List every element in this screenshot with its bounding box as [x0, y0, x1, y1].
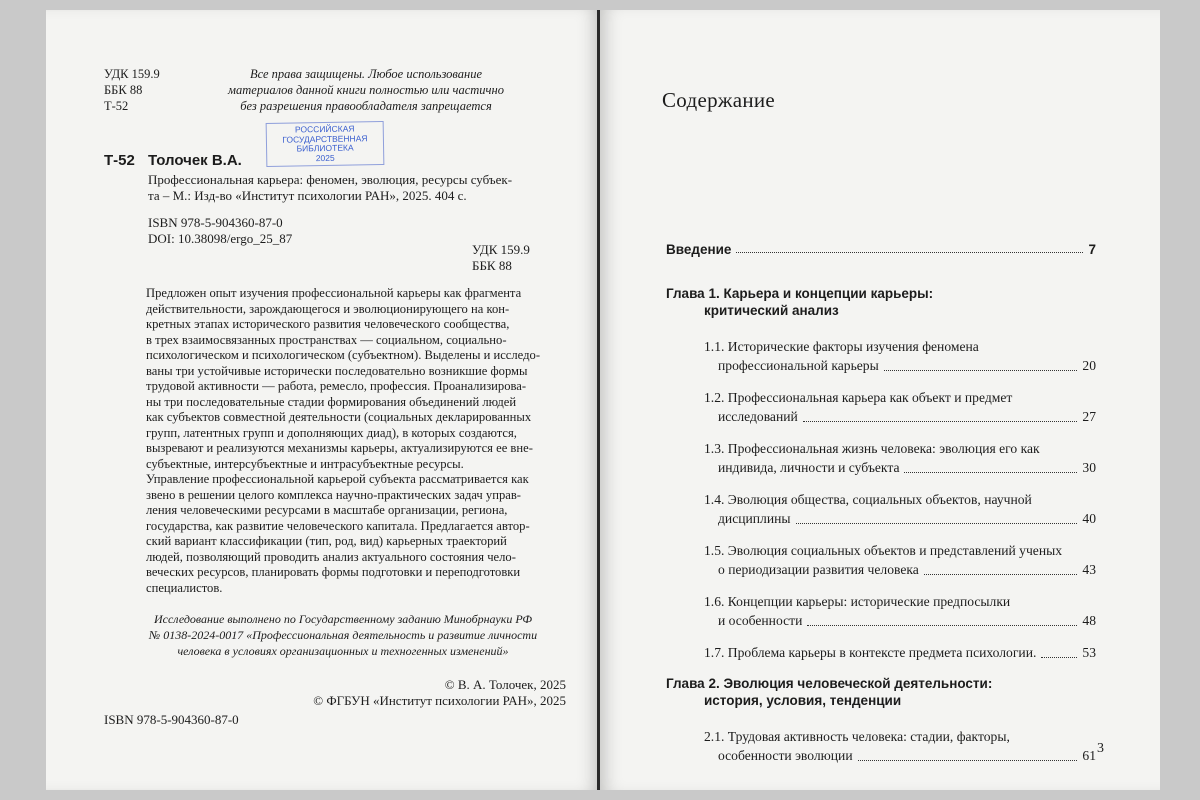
toc-entry-line: особенности эволюции — [718, 748, 853, 763]
udc-code: УДК 159.9 — [472, 242, 530, 257]
dot-leader — [924, 574, 1078, 575]
toc-entry-line: дисциплины — [718, 511, 791, 526]
classification-codes-right — [472, 242, 530, 274]
abstract-line: Предложен опыт изучения профессиональной карьеры как фрагмента — [146, 286, 522, 300]
toc-entry[interactable] — [666, 727, 1096, 765]
toc-title: Содержание — [662, 88, 776, 112]
toc-page-number: 20 — [1082, 358, 1096, 373]
abstract-line: групп, латентных групп и дополняющих диад), в которых создаются, — [146, 425, 517, 440]
toc-page-number: 30 — [1082, 460, 1096, 475]
toc-entry-intro[interactable] — [666, 242, 1096, 257]
stamp-line: 2025 — [315, 152, 335, 163]
abstract-line: субъектные, интерсубъектные и интрасубъектные ресурсы. — [146, 456, 464, 471]
abstract-line: веческих ресурсов, планировать формы подготовки и переподготовки — [146, 565, 521, 579]
rights-line: материалов данной книги полностью или частично — [228, 83, 504, 97]
chapter-title-line: Глава 1. Карьера и концепции карьеры: — [666, 286, 934, 301]
abstract-line: ваны три устойчивые исторически последовательно возникшие формы — [146, 363, 528, 378]
toc-page-number: 61 — [1082, 748, 1096, 763]
doi: DOI: 10.38098/ergo_25_87 — [148, 231, 293, 246]
rights-notice — [216, 66, 516, 114]
abstract-line: людей, позволяющий проводить анализ актуального состояния чело- — [146, 549, 516, 564]
chapter-heading[interactable] — [666, 285, 1096, 319]
author-name: Толочек В.А. — [148, 152, 242, 169]
abstract-line: вызревают и реализуются механизмы карьеры, актуализируются ее вне- — [146, 441, 533, 455]
toc-entry-line: 1.6. Концепции карьеры: исторические предпосылки — [704, 594, 1011, 609]
abstract-line: государства, как развитие человеческого капитала. Предлагается автор- — [146, 518, 530, 533]
toc-entry-line: 1.4. Эволюция общества, социальных объектов, научной — [704, 492, 1032, 507]
funding-note — [118, 611, 568, 659]
abstract — [146, 286, 566, 596]
copyright-author: © В. А. Толочек, 2025 — [444, 677, 566, 692]
toc-entry-line: 1.3. Профессиональная жизнь человека: эволюция его как — [704, 441, 1040, 456]
toc-entry[interactable] — [666, 592, 1096, 630]
bibliographic-description — [148, 172, 568, 204]
toc-entry[interactable] — [666, 439, 1096, 477]
dot-leader — [803, 421, 1078, 422]
table-of-contents — [666, 242, 1096, 778]
toc-entry[interactable] — [666, 541, 1096, 579]
page-number: 3 — [1097, 741, 1104, 756]
toc-entry-line: и особенности — [718, 613, 803, 628]
toc-entry-line: индивида, личности и субъекта — [718, 460, 900, 475]
toc-page-number: 27 — [1082, 409, 1096, 424]
toc-page-number: 43 — [1082, 562, 1096, 577]
biblio-line: Профессиональная карьера: феномен, эволюция, ресурсы субъек- — [148, 172, 513, 187]
isbn: ISBN 978-5-904360-87-0 — [148, 215, 283, 230]
funding-line: человека в условиях организационных и техногенных изменений» — [177, 644, 509, 658]
right-page — [600, 10, 1160, 790]
chapter-title-line: история, условия, тенденции — [704, 693, 902, 708]
toc-entry[interactable] — [666, 337, 1096, 375]
abstract-line: ления человеческими ресурсами в масштабе организации, региона, — [146, 503, 508, 517]
classification-codes — [104, 66, 160, 114]
toc-entry-line: 1.5. Эволюция социальных объектов и представлений ученых — [704, 543, 1063, 558]
isbn-bottom: ISBN 978-5-904360-87-0 — [104, 712, 239, 727]
toc-entry-line: 2.1. Трудовая активность человека: стадии, факторы, — [704, 729, 1010, 744]
toc-entry-line: исследований — [718, 409, 798, 424]
biblio-line: та – М.: Изд-во «Институт психологии РАН», 2025. 404 с. — [148, 188, 467, 203]
stamp-line: ГОСУДАРСТВЕННАЯ — [282, 132, 368, 145]
toc-page-number: 48 — [1082, 613, 1096, 628]
author-mark: Т-52 — [104, 99, 129, 113]
abstract-line: как субъектов совместной деятельности (социальных декларированных — [146, 410, 532, 424]
dot-leader — [796, 523, 1078, 524]
chapter-title-line: критический анализ — [704, 303, 839, 318]
abstract-line: ский вариант классификации (тип, род, вид) карьерных траекторий — [146, 534, 507, 548]
abstract-line: звено в решении целого комплекса научно-практических задач управ- — [146, 487, 521, 502]
dot-leader — [1041, 657, 1077, 658]
chapter-heading[interactable] — [666, 675, 1096, 709]
funding-line: Исследование выполнено по Государственному заданию Минобрнауки РФ — [153, 612, 532, 626]
copyright-block — [246, 677, 566, 709]
toc-entry[interactable] — [666, 388, 1096, 426]
toc-page-number: 53 — [1082, 645, 1096, 660]
abstract-line: психологическом и психологическом (субъектном). Выделены и исследо- — [146, 348, 541, 362]
toc-entry-line: 1.1. Исторические факторы изучения феномена — [704, 339, 979, 354]
author-code: Т-52 — [104, 152, 135, 169]
chapter-title-line: Глава 2. Эволюция человеческой деятельности: — [666, 676, 993, 691]
abstract-line: действительности, зарождающегося и эволюционирующего на кон- — [146, 301, 510, 316]
abstract-line: ны три последовательные стадии формирования объединений людей — [146, 394, 517, 409]
dot-leader — [858, 760, 1078, 761]
rights-line: Все права защищены. Любое использование — [249, 67, 483, 81]
abstract-line: трудовой активности — работа, ремесло, профессия. Проанализирова- — [146, 379, 527, 393]
dot-leader — [807, 625, 1077, 626]
library-stamp — [266, 121, 385, 167]
abstract-line: специалистов. — [146, 580, 223, 595]
toc-entry-line: 1.7. Проблема карьеры в контексте предмета психологии. — [704, 645, 1037, 660]
funding-line: № 0138-2024-0017 «Профессиональная деятельность и развитие личности — [148, 628, 538, 642]
dot-leader — [736, 252, 1083, 253]
stamp-line: РОССИЙСКАЯ — [294, 123, 355, 135]
bbk-code: ББК 88 — [472, 258, 512, 273]
left-page — [46, 10, 600, 790]
bbk-code: ББК 88 — [104, 83, 143, 97]
dot-leader — [884, 370, 1078, 371]
abstract-line: кретных этапах исторического развития человеческого сообщества, — [146, 317, 510, 331]
toc-entry-label: Введение — [666, 242, 732, 257]
toc-page-number: 40 — [1082, 511, 1096, 526]
stamp-line: БИБЛИОТЕКА — [296, 142, 354, 154]
udc-code: УДК 159.9 — [104, 67, 160, 81]
toc-entry-line: о периодизации развития человека — [718, 562, 919, 577]
abstract-line: Управление профессиональной карьерой субъекта рассматривается как — [146, 472, 529, 486]
rights-line: без разрешения правообладателя запрещается — [240, 99, 492, 113]
toc-entry[interactable] — [666, 490, 1096, 528]
toc-entry-line: 1.2. Профессиональная карьера как объект и предмет — [704, 390, 1013, 405]
toc-entry-line: профессиональной карьеры — [718, 358, 879, 373]
toc-page-number: 7 — [1088, 242, 1096, 257]
abstract-line: в трех взаимосвязанных пространствах — социальном, социально- — [146, 332, 507, 347]
copyright-publisher: © ФГБУН «Институт психологии РАН», 2025 — [313, 693, 566, 708]
toc-entry[interactable] — [666, 643, 1096, 662]
dot-leader — [904, 472, 1077, 473]
identifiers — [148, 215, 292, 247]
